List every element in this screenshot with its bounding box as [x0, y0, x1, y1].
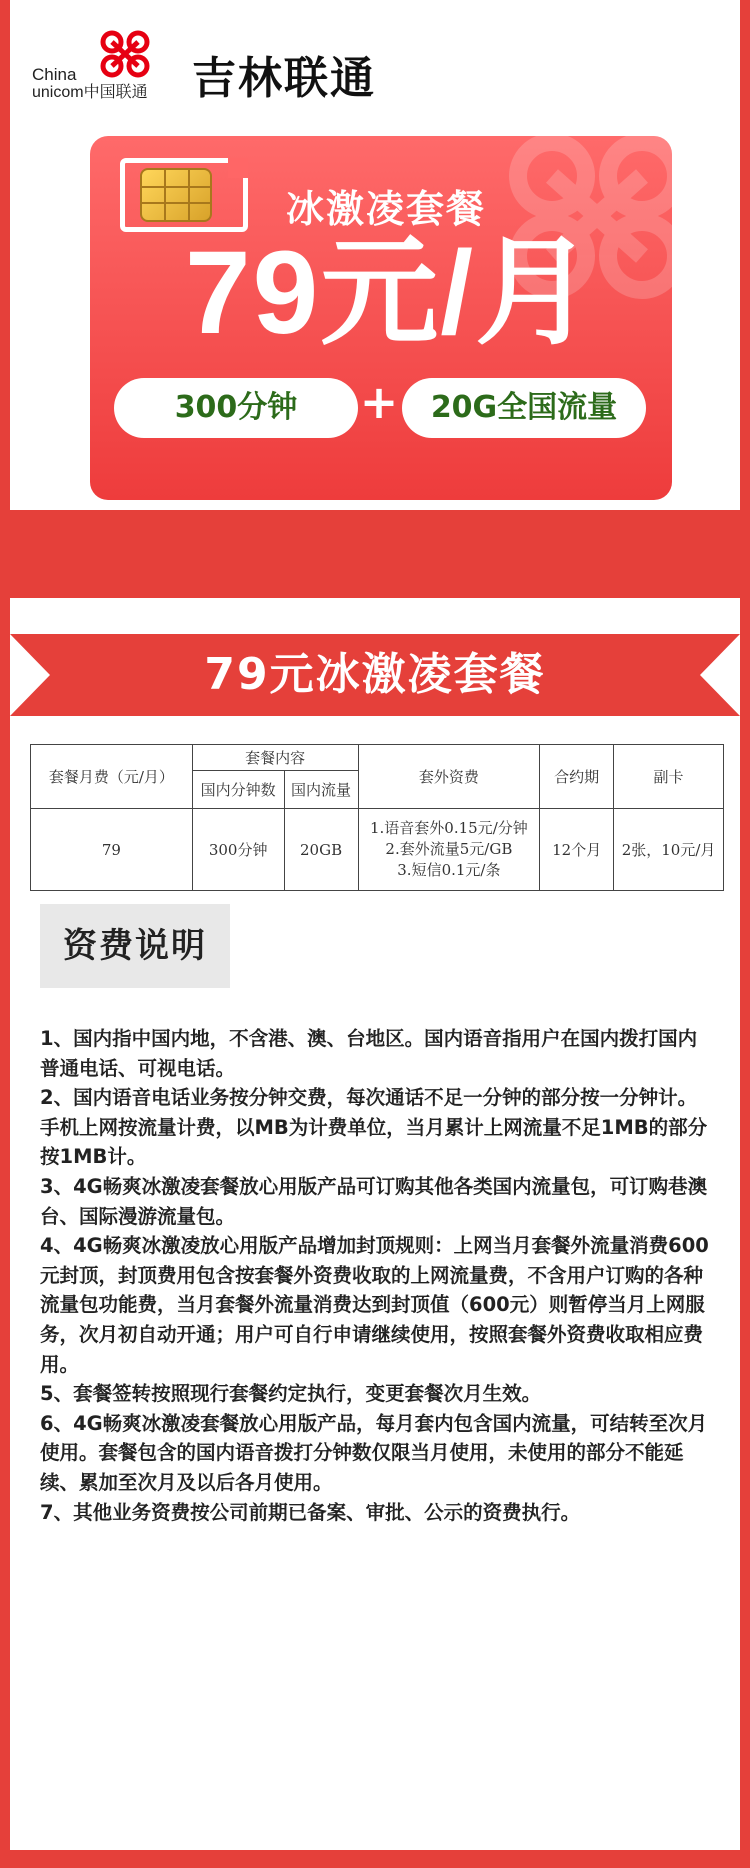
th-monthly-fee: 套餐月费（元/月） [31, 745, 193, 809]
note-item: 6、4G畅爽冰激凌套餐放心用版产品，每月套内包含国内流量，可结转至次月使用。套餐包含的国内语音拨打分钟数仅限当月使用，未使用的部分不能延续、累加至次月及以后各月使用。 [40, 1411, 708, 1494]
fee-table [30, 744, 724, 891]
banner-title: 79元冰激凌套餐 [204, 649, 546, 700]
note-item: 5、套餐签转按照现行套餐约定执行，变更套餐次月生效。 [40, 1382, 542, 1406]
cell-extra-fees [358, 809, 540, 891]
note-item: 2、国内语音电话业务按分钟交费，每次通话不足一分钟的部分按一分钟计。手机上网按流量计费，以MB为计费单位，当月累计上网流量不足1MB的部分按1MB计。 [40, 1086, 708, 1169]
table-row [31, 809, 724, 891]
th-sub-card: 副卡 [614, 745, 724, 809]
cell-data: 20GB [284, 809, 358, 891]
note-item: 1、国内指中国内地，不含港、澳、台地区。国内语音指用户在国内拨打国内普通电话、可视电话。 [40, 1027, 698, 1080]
note-item: 7、其他业务资费按公司前期已备案、审批、公示的资费执行。 [40, 1500, 581, 1524]
cell-sub-card: 2张，10元/月 [614, 809, 724, 891]
fee-notes [40, 1024, 710, 1527]
promo-plan-name: 冰激凌套餐 [286, 187, 487, 231]
extra-fee-line: 3.短信0.1元/条 [397, 861, 501, 879]
sim-chip-icon [140, 168, 212, 222]
note-item: 4、4G畅爽冰激凌放心用版产品增加封顶规则：上网当月套餐外流量消费600元封顶，封顶费用包含按套餐外资费收取的上网流量费，不含用户订购的各种流量包功能费，当月套餐外流量消费达到封顶值（600元）则暂停当月上网服务，次月初自动开通；用户可自行申请继续使用，按照套餐外资费收取相应费用。 [40, 1234, 709, 1376]
cell-minutes: 300分钟 [192, 809, 284, 891]
th-contract-term: 合约期 [540, 745, 614, 809]
logo-text-unicom: unicom中国联通 [32, 84, 148, 101]
promo-card [90, 136, 672, 500]
note-item: 3、4G畅爽冰激凌套餐放心用版产品可订购其他各类国内流量包，可订购巷澳台、国际漫游流量包。 [40, 1174, 708, 1228]
brand-title: 吉林联通 [192, 53, 376, 104]
china-unicom-logo [32, 28, 172, 100]
header-card [10, 0, 740, 510]
th-domestic-minutes: 国内分钟数 [192, 771, 284, 809]
plus-sign: + [359, 375, 399, 429]
minutes-pill: 300分钟 [114, 378, 358, 438]
extra-fee-line: 1.语音套外0.15元/分钟 [370, 819, 528, 837]
unicom-knot-icon [90, 28, 160, 80]
th-domestic-data: 国内流量 [284, 771, 358, 809]
extra-fee-line: 2.套外流量5元/GB [385, 840, 513, 858]
cell-term: 12个月 [540, 809, 614, 891]
section-heading [40, 904, 230, 988]
cell-fee: 79 [31, 809, 193, 891]
data-pill: 20G全国流量 [402, 378, 646, 438]
th-package-content: 套餐内容 [192, 745, 358, 771]
section-title: 资费说明 [63, 926, 207, 966]
logo-text-china: China [32, 65, 77, 84]
th-extra-fees: 套外资费 [358, 745, 540, 809]
promo-price: 79元/月 [184, 227, 596, 359]
